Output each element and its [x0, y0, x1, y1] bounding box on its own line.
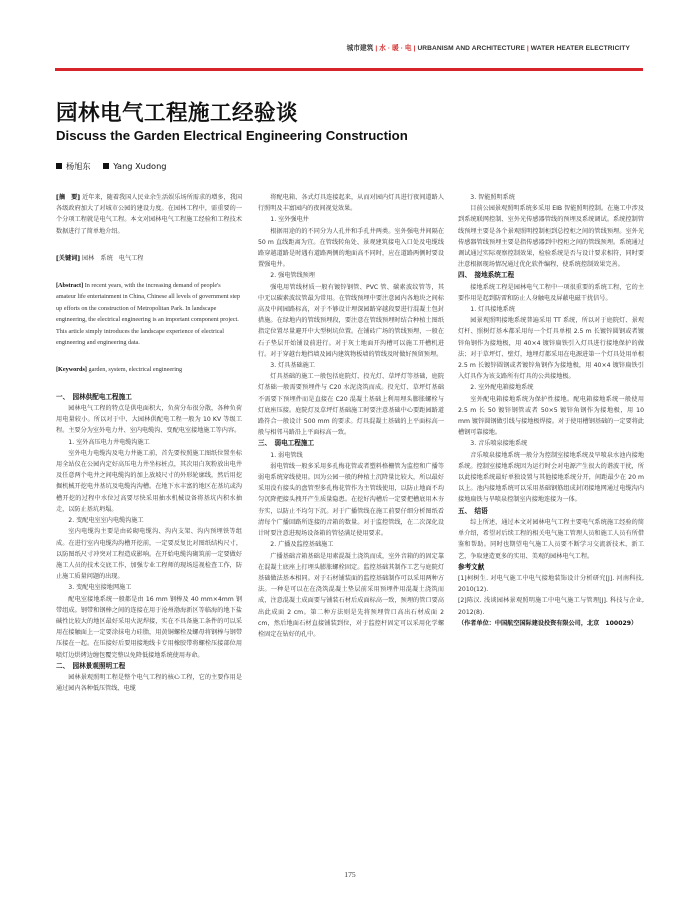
journal-topic-en: WATER HEATER ELECTRICITY [530, 45, 630, 52]
author-cn: 杨旭东 [66, 161, 91, 171]
section-heading: 三、 弱电工程施工 [258, 439, 315, 448]
column-3-body [458, 192, 644, 629]
paragraph: 目前公园景观照明系统多采用 EIB 智能照明控制。在施工中涉及到系统联网控制、室外光传感器管线的预埋及系统调试。系统控制管线预埋主要是各个景观照明控制柜到总控柜之间的管线预埋。室外光传感器管线预埋主要是指传感器到中控柜之间的管线预埋。系统通过调试通过实际观察控制效果，检验系统是否与设计要求相符，同时要注意根据现场情况通过优化软件编程，使系统控制效果完善。 [458, 205, 644, 269]
column-2-body [258, 192, 444, 640]
journal-name-en: URBANISM AND ARCHITECTURE [417, 45, 525, 52]
text-column-2 [258, 192, 444, 640]
author-en: Yang Xudong [113, 161, 167, 171]
paragraph: 综上所述，通过本文对园林电气工程主要电气系统施工经验的简单介绍，希望对后续工程的相关电气施工管理人员和施工人员有所借鉴和帮助。同时也期望电气施工人员要不断学习交流新技术、新工艺，争取建造更多的实用、美观的园林电气工程。 [458, 518, 644, 560]
article-title-cn: 园林电气工程施工经验谈 [56, 101, 299, 126]
bullet-square-icon [103, 163, 109, 169]
journal-section-cn: 城市建筑 [346, 45, 374, 52]
column-1-body [56, 392, 242, 694]
paragraph: 园林景观照明工程是整个电气工程的核心工程，它的主要作用是通过园内各种低压管线、电缆 [56, 673, 242, 693]
paragraph: 灯具基础的施工一般包括庭院灯、投光灯、草坪灯等基础，庭院灯基础一般需要预埋件与 C20 水泥浇筑而成。投光灯、草坪灯基础不需要下预埋件而是直接在 C20 混凝土基础上利用埋头膨胀螺栓与灯底座压接。庭院灯及草坪灯基础施工时要注意基础中心要距园路道路符合一般设计 500 mm 的要求。灯具混凝土基础的上平面标高一般与相邻马路沿上平面标高一致。 [258, 373, 444, 437]
paragraph: 配电室接地系统一般都是由 16 mm 钢棒及 40 mm×4mm 钢带组成。钢带和钢棒之间的连接在用于沧州渤海新区等临海的地下盐碱性比较大的地区最好采用火泥焊接，实在不具备施工条件的可以采用在接触面上一定要涂抹电力硅脂，用黄铜螺栓及螺母将钢棒与钢带压接在一起。在压接好后要用接地线卡专用橡胶带将螺栓压接部位用喷灯边烘烤边缠包覆完整以免降低接地系统使用寿命。 [56, 595, 242, 659]
keywords-cn-text: 园林 系统 电气工程 [82, 254, 144, 262]
subsection-heading: 2. 室外配电箱接地系统 [470, 384, 534, 392]
abstract-cn-label: [摘 要] [56, 194, 81, 201]
section-heading: 四、 接地系统工程 [458, 271, 515, 280]
abstract-en [56, 280, 242, 348]
reference-item: [1]柯树生. 对电气施工中电气接地装饰设计分析研究[J]. 河南科技, 2010(12). [458, 574, 644, 594]
journal-running-header [300, 42, 630, 56]
paragraph: 音乐喷泉接地系统一般分为控制室接地系统及旱喷泉水池内接地系统。控制室接地系统因为运行时会对电源产生很大的谐波干扰，所以此接地系统最好单独设置与其他接地系统分开，间距最少在 20 m 以上。池内接地系统可以采用基础钢筋组成封闭接地网通过电缆沟内接地扁铁与旱喷泉控制室内接地连接为一体。 [458, 451, 644, 504]
header-separator: | [373, 45, 380, 52]
author-line [56, 161, 166, 172]
subsection-heading: 1. 室外高压电力井电缆沟施工 [68, 438, 150, 446]
text-column-1 [56, 192, 242, 694]
reference-item: [2]陈汉. 浅谈园林景观照明施工中电气施工与管理[J]. 科技与企业, 2012(8). [458, 597, 644, 616]
journal-topic-cn: 水 · 暖 · 电 [379, 45, 412, 52]
page-number: 175 [344, 870, 356, 879]
abstract-cn-text: 近年来，随着我国人民业余生活娱乐场所需求的增多，我国各级政府加大了对城市公园的建设力度。在园林工程中，需重要的一个分项工程就是电气工程。本文对园林电气工程施工经验和工程技术数据进行了简单地介绍。 [56, 194, 242, 235]
subsection-heading: 3. 智能照明系统 [470, 194, 515, 201]
article-title-en: Discuss the Garden Electrical Engineering Construction [56, 128, 408, 143]
subsection-heading: 2. 变配电室室内电缆沟施工 [68, 517, 144, 525]
section-heading: 一、 园林供配电工程施工 [56, 392, 132, 401]
bullet-square-icon [56, 163, 62, 169]
header-separator: | [524, 45, 531, 52]
abstract-cn [56, 192, 242, 237]
keywords-en [56, 364, 242, 375]
section-heading: 二、 园林景观照明工程 [56, 661, 126, 670]
subsection-heading: 1. 弱电管线 [270, 451, 303, 459]
abstract-en-label: [Abstract] [56, 282, 84, 290]
subsection-heading: 2. 强电管线预埋 [270, 272, 315, 280]
subsection-heading: 1. 灯具接地系统 [470, 306, 515, 314]
paragraph: 接地系统工程是园林电气工程中一项很重要的系统工程，它的主要作用是起到防雷和防止人身触电及屏蔽电磁干扰信号。 [458, 283, 644, 302]
header-separator: | [411, 45, 418, 52]
paragraph: 室内电缆沟主要是由砖砌电缆沟、沟内支架、沟内预埋铁等组成。在进行室内电缆沟沟槽开挖前，一定要反复比对图纸结构尺寸，以防图纸尺寸冲突对工程造成影响。在开始电缆沟砌筑前一定要做好施工人员的技术交底工作，加强专业工程师的现场巡视检查工作，防止施工质量问题的出现。 [56, 528, 242, 581]
paragraph: 强电用管线材质一般有镀锌钢管、PVC 管、碳素波纹管等，其中无以碳素波纹管最为常用。在管线预埋中要注意园内各地块之间标高及中间园路标高，对于不够设计埋深园路穿越段要进行混凝土包封措施。在绿地内的管线预埋段，要注意在管线预埋时结合种植土图纸指定位置尽量避开中大型树坑位置。在铺砖广场的管线预埋，一般在石子垫层开始铺设前进行。对于灰土地面开沟槽可以施工开槽机进行。对于穿越台地挡墙及园内建筑物板墙的管线及时做好预留预埋。 [258, 283, 444, 358]
subsection-heading: 1. 室外强电井 [270, 216, 309, 224]
subsection-heading: 3. 变配电室接地网施工 [68, 584, 132, 592]
paragraph: 室外配电箱接地系统为保护性接地。配电箱接地系统一般使用 2.5 m 长 50 镀锌钢管或者 50×5 镀锌角钢作为接地极，用 10 mm 镀锌圆钢做引线与接地极焊接。对于使用槽钢基础的一定要将此槽钢可靠接地。 [458, 395, 644, 437]
header-rule [55, 68, 643, 71]
abstract-en-text: In recent years, with the increasing demand of people's amateur life entertainment in China, Chinese all levels of government step up efforts on the construction of Metropolitan Park. In landscape engineering, the electrical engineering is an important component project. This article simply introduces the landscape experience of electrical engineering and engineering data. [56, 282, 241, 347]
text-column-3 [458, 192, 644, 629]
keywords-cn [56, 253, 242, 264]
paragraph: 弱电管线一般多采用多孔梅花管或者塑料格栅管为监控和广播等弱电系统穿线使用。因为公园一般的种植土沉降量比较大，所以最好采用没有接头的盘管型多孔梅花管作为主管线使用，以防止地面不均匀沉降把接头拽开产生质量隐患。在挖好沟槽后一定要把槽底用木夯夯实，以防止不均匀下沉。对于广播管线在施工前要仔细分析图纸看清每个广播回路所连接的音箱的数量。对于监控管线，在二次深化设计时要注意进现场设备箱的管径满足使用要求。 [258, 462, 444, 538]
paragraph: 广播基础音箱基础是用素混凝土浇筑而成，室外音箱的的固定靠在混凝土底座上打埋头膨胀螺栓固定。监控基础其制作工艺与庭院灯基础做法基本相同。对于石材铺装面的监控基础制作可以采用两种方法。一种是可以在在浇筑混凝土垫层前采用预埋件用混凝土浇筑而成，注意混凝土成面要与铺装石材后成面标高一致，预埋的管口要高出此成面 2 cm。第二种方法则是先将预埋管口高出石材成面 2 cm，然后地面石材直接铺装到位，对于监控杆固定可以采用化学螺栓固定在钻好的孔中。 [258, 552, 444, 638]
paragraph: 将配电箱、各式灯具连接起来，从而对园内灯具进行夜间道路人行照明及丰富园内的夜间视觉效果。 [258, 194, 444, 213]
section-heading: 五、 结语 [458, 506, 488, 515]
author-affiliation: （作者单位：中国航空国际建设投资有限公司，北京 100029） [458, 619, 638, 627]
keywords-cn-label: [关键词] [56, 254, 81, 262]
subsection-heading: 2. 广播及监控基础施工 [270, 541, 334, 549]
paragraph: 根据用途的的不同分为人孔井和手孔井两类。室外强电井间隔在 50 m 直线距离为宜。在管线转角处、景观建筑接电入口处及电缆线路穿越道路是时遇有道路两侧的地面高不同时，应在道路两侧时要设置强电井。 [258, 227, 444, 269]
paragraph: 室外电力电缆沟及电力井施工前，首先要按照施工图纸位置坐标用全站仪在公园内定好高压电力井坐标桩点，其次用白灰粉放出电井及任意两个电井之间电缆沟的加上放坡尺寸的外形轮廓线，然后用挖掘机械开挖电井基坑及电缆沟沟槽。在地下水丰富的地区在基坑或沟槽开挖的过程中水位过高要尽快采用抽水机械设备将基坑内积水抽走，以防止基坑坍塌。 [56, 449, 242, 513]
keywords-en-label: [Keywords] [56, 366, 87, 374]
paragraph: 园景观照明接地系统普遍采用 TT 系统，所以对于庭院灯、景观灯杆、照树灯基本都采用每一个灯具单根 2.5 m 长镀锌圆钢或者镀锌角钢作为接地极，用 40×4 镀锌扁铁引入灯具进行接地保护的做法；对于草坪灯、壁灯，地埋灯都采用在电源进第一个灯具处用单根 2.5 m 长镀锌圆钢或者镀锌角钢作为接地极，用 40×4 镀锌扁铁引入灯具作为该支路所有灯具的公共接地极。 [458, 317, 644, 381]
subsection-heading: 3. 灯具基础施工 [270, 362, 315, 370]
keywords-en-text: garden, system, electrical engineering [88, 366, 183, 374]
references-heading: 参考文献 [458, 562, 485, 571]
subsection-heading: 3. 音乐喷泉接地系统 [470, 440, 528, 448]
paragraph: 园林电气工程的特点是供电面积大，负荷分布很分散，各种负荷用电量较小。所以对于中、大园林供配电工程一般为 10 KV 等级工程。主要分为室外电力井、室内电缆沟、变配电室接地施工等内容。 [56, 405, 242, 435]
